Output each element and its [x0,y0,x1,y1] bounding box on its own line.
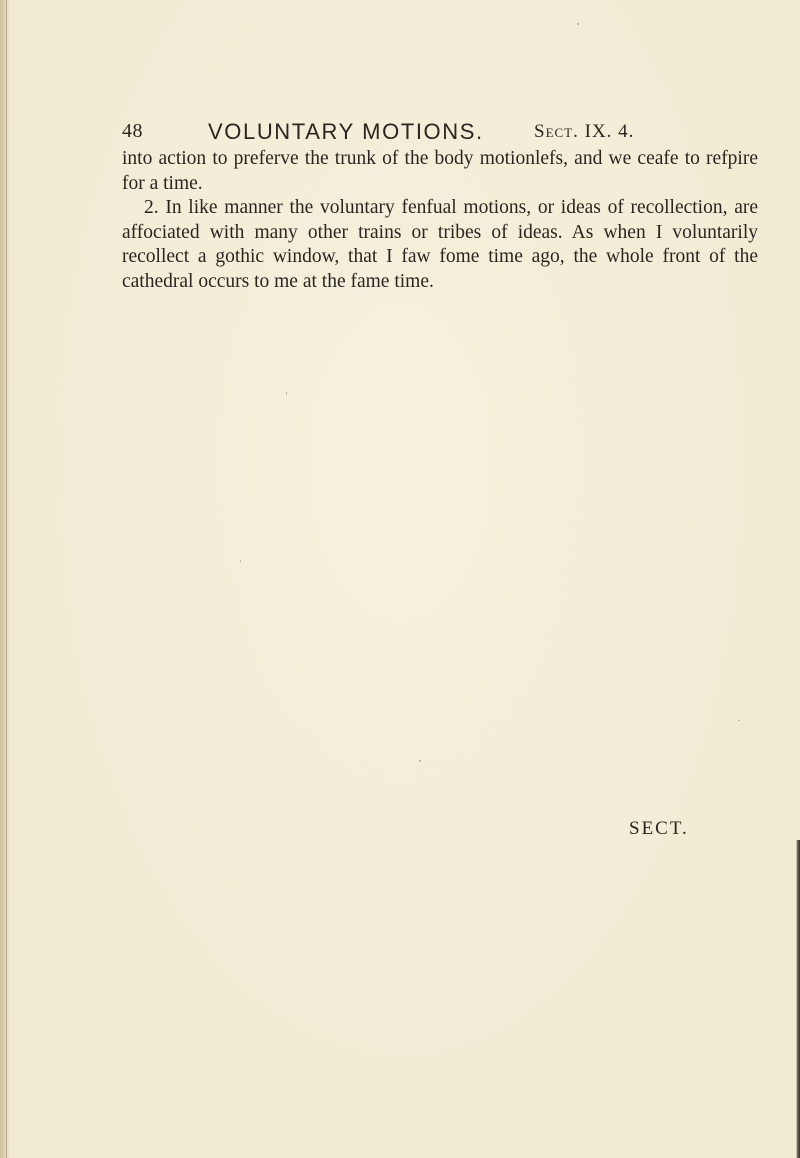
paragraph-continuation: into action to preferve the trunk of the body motionlefs, and we ceafe to refpire for a time. [122,148,758,194]
paper-speck [240,560,241,562]
paper-speck [286,392,287,395]
paper-speck [738,720,740,721]
page-binding-line [6,0,7,1158]
section-reference: Sect. IX. 4. [534,121,635,142]
paper-speck [577,23,579,25]
paper-speck [419,760,421,762]
running-title: VOLUNTARY MOTIONS. [208,119,484,144]
page-gutter-shadow [0,0,10,1158]
page-number: 48 [122,120,143,142]
catchword: SECT. [629,818,689,839]
page-edge-shadow [796,840,800,1158]
body-text [122,147,758,294]
paragraph-section-2: 2. In like manner the voluntary fenfual motions, or ideas of recollection, are affociated with many other trains or tribes of ideas. As when I voluntarily recollect a gothic window, that I faw fome time ago, the whole front of the cathedral occurs to me at the fame time. [122,197,758,292]
